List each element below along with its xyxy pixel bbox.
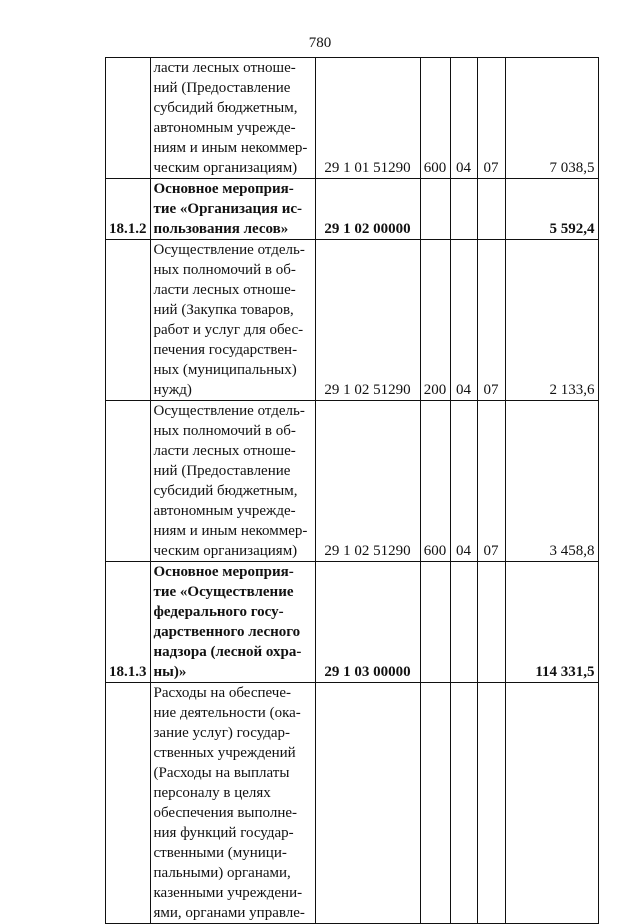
row-number (106, 58, 151, 179)
row-expense-type: 200 (420, 240, 450, 401)
row-expense-type: 600 (420, 58, 450, 179)
row-subsection (477, 683, 505, 924)
row-subsection (477, 179, 505, 240)
row-number (106, 401, 151, 562)
table-row (106, 240, 599, 401)
row-amount: 2 133,6 (505, 240, 598, 401)
row-code: 29 1 02 51290 (315, 401, 420, 562)
row-subsection: 07 (477, 240, 505, 401)
row-code: 29 1 02 51290 (315, 240, 420, 401)
row-section (450, 562, 477, 683)
row-name: Осуществление отдель- ных полномочий в об- ласти лесных отноше- ний (Предоставление субсидий бюджетным, автономным учрежде- ниям и иным некоммер- ческим организациям) (150, 401, 315, 562)
row-code: 29 1 02 00000 (315, 179, 420, 240)
row-expense-type (420, 179, 450, 240)
row-subsection: 07 (477, 58, 505, 179)
row-number: 18.1.3 (106, 562, 151, 683)
page-number: 780 (308, 35, 332, 51)
row-code: 29 1 03 00000 (315, 562, 420, 683)
row-name: Основное мероприя- тие «Организация ис- пользования лесов» (150, 179, 315, 240)
row-subsection (477, 562, 505, 683)
row-expense-type (420, 562, 450, 683)
row-section (450, 683, 477, 924)
row-name: ласти лесных отноше- ний (Предоставление субсидий бюджетным, автономным учрежде- ниям и иным некоммер- ческим организациям) (150, 58, 315, 179)
row-amount (505, 683, 598, 924)
row-section: 04 (450, 401, 477, 562)
row-subsection: 07 (477, 401, 505, 562)
row-number: 18.1.2 (106, 179, 151, 240)
table-row (106, 401, 599, 562)
row-amount: 114 331,5 (505, 562, 598, 683)
row-section (450, 179, 477, 240)
table-row (106, 683, 599, 924)
row-amount: 7 038,5 (505, 58, 598, 179)
row-code: 29 1 01 51290 (315, 58, 420, 179)
row-expense-type (420, 683, 450, 924)
row-name: Основное мероприя- тие «Осуществление федерального госу- дарственного лесного надзора (лесной охра- ны)» (150, 562, 315, 683)
table-row (106, 179, 599, 240)
table-row (106, 58, 599, 179)
row-expense-type: 600 (420, 401, 450, 562)
row-amount: 3 458,8 (505, 401, 598, 562)
row-amount: 5 592,4 (505, 179, 598, 240)
table-row (106, 562, 599, 683)
row-name: Осуществление отдель- ных полномочий в об- ласти лесных отноше- ний (Закупка товаров, работ и услуг для обес- печения государствен- ных (муниципальных) нужд) (150, 240, 315, 401)
row-code (315, 683, 420, 924)
row-name: Расходы на обеспече- ние деятельности (ока- зание услуг) государ- ственных учреждений (Расходы на выплаты персоналу в целях обеспечения выполне- ния функций государ- ственными (муници- пальными) органами, казенными учреждени- ями, органами управле- (150, 683, 315, 924)
row-section: 04 (450, 58, 477, 179)
row-number (106, 240, 151, 401)
row-section: 04 (450, 240, 477, 401)
row-number (106, 683, 151, 924)
budget-table (105, 57, 599, 924)
